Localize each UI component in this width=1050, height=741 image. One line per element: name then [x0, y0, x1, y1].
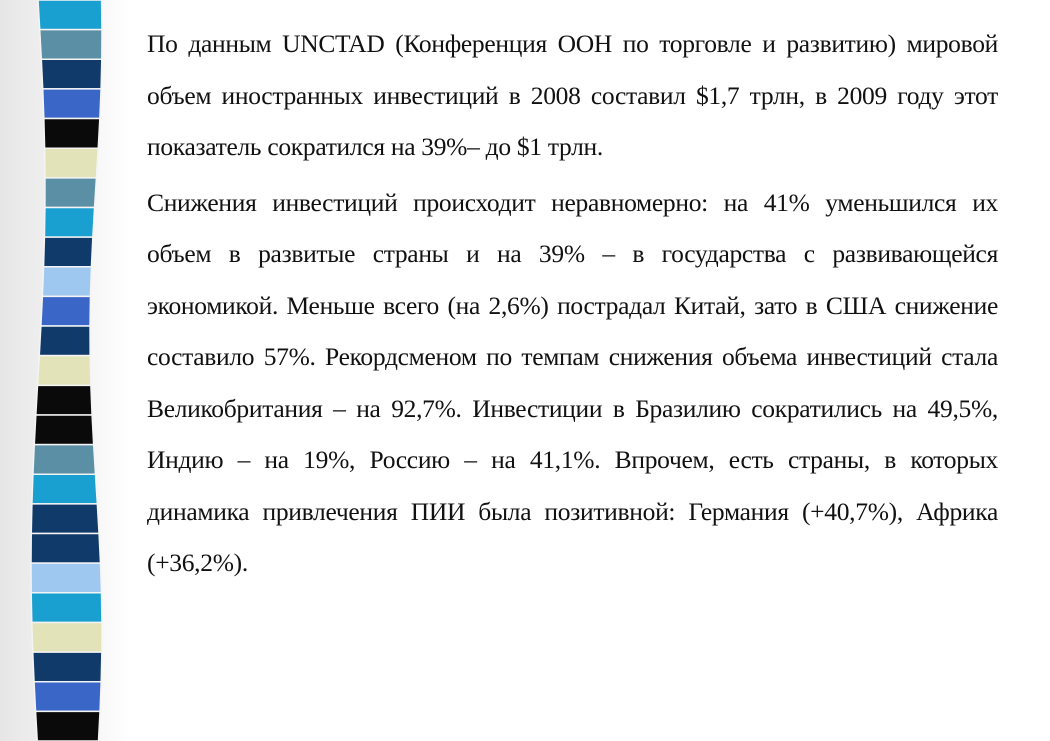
ribbon-block [45, 178, 97, 208]
ribbon-block [34, 415, 93, 445]
ribbon-block [33, 652, 102, 682]
ribbon-block [31, 534, 100, 564]
ribbon-block [40, 30, 102, 60]
ribbon-block [36, 385, 92, 415]
ribbon-block [31, 563, 101, 593]
ribbon-block [41, 59, 101, 89]
ribbon-block [31, 593, 102, 623]
ribbon-block [36, 711, 100, 741]
ribbon-block [39, 326, 90, 356]
ribbon-block [44, 207, 94, 237]
ribbon-block [45, 148, 99, 178]
ribbon-block [32, 474, 97, 504]
ribbon-block [32, 622, 102, 652]
paragraph-1: По данным UNCTAD (Конференция ООН по торговле и развитию) мировой объем иностранных инвестиций в 2008 составил $1,7 трлн, в 2009 году этот показатель сократился на 39%– до $1 трлн. [147, 29, 998, 161]
ribbon-block [44, 237, 93, 267]
ribbon-block [42, 267, 91, 297]
ribbon-block [43, 89, 101, 119]
paragraph-2: Снижения инвестиций происходит неравномерно: на 41% уменьшился их объем в развитые страны и на 39% – в государства с развивающейся экономикой. Меньше всего (на 2,6%) пострадал Китай, зато в США снижение составило 57%. Рекордсменом по темпам снижения объема инвестиций стала Великобритания – на 92,7%. Инвестиции в Бразилию сократились на 49,5%, Индию – на 19%, Россию – на 41,1%. Впрочем, есть страны, в которых динамика привлечения ПИИ была позитивной: Германия (+40,7%), Африка (+36,2%). [147, 187, 998, 577]
ribbon-block [33, 445, 96, 475]
ribbon-block [38, 356, 91, 386]
ribbon-block [44, 119, 100, 149]
ribbon-block [34, 682, 101, 712]
decorative-ribbon [0, 0, 130, 741]
slide-body [147, 18, 998, 589]
ribbon-block [38, 0, 102, 30]
ribbon-block [41, 296, 91, 326]
ribbon-block [31, 504, 99, 534]
